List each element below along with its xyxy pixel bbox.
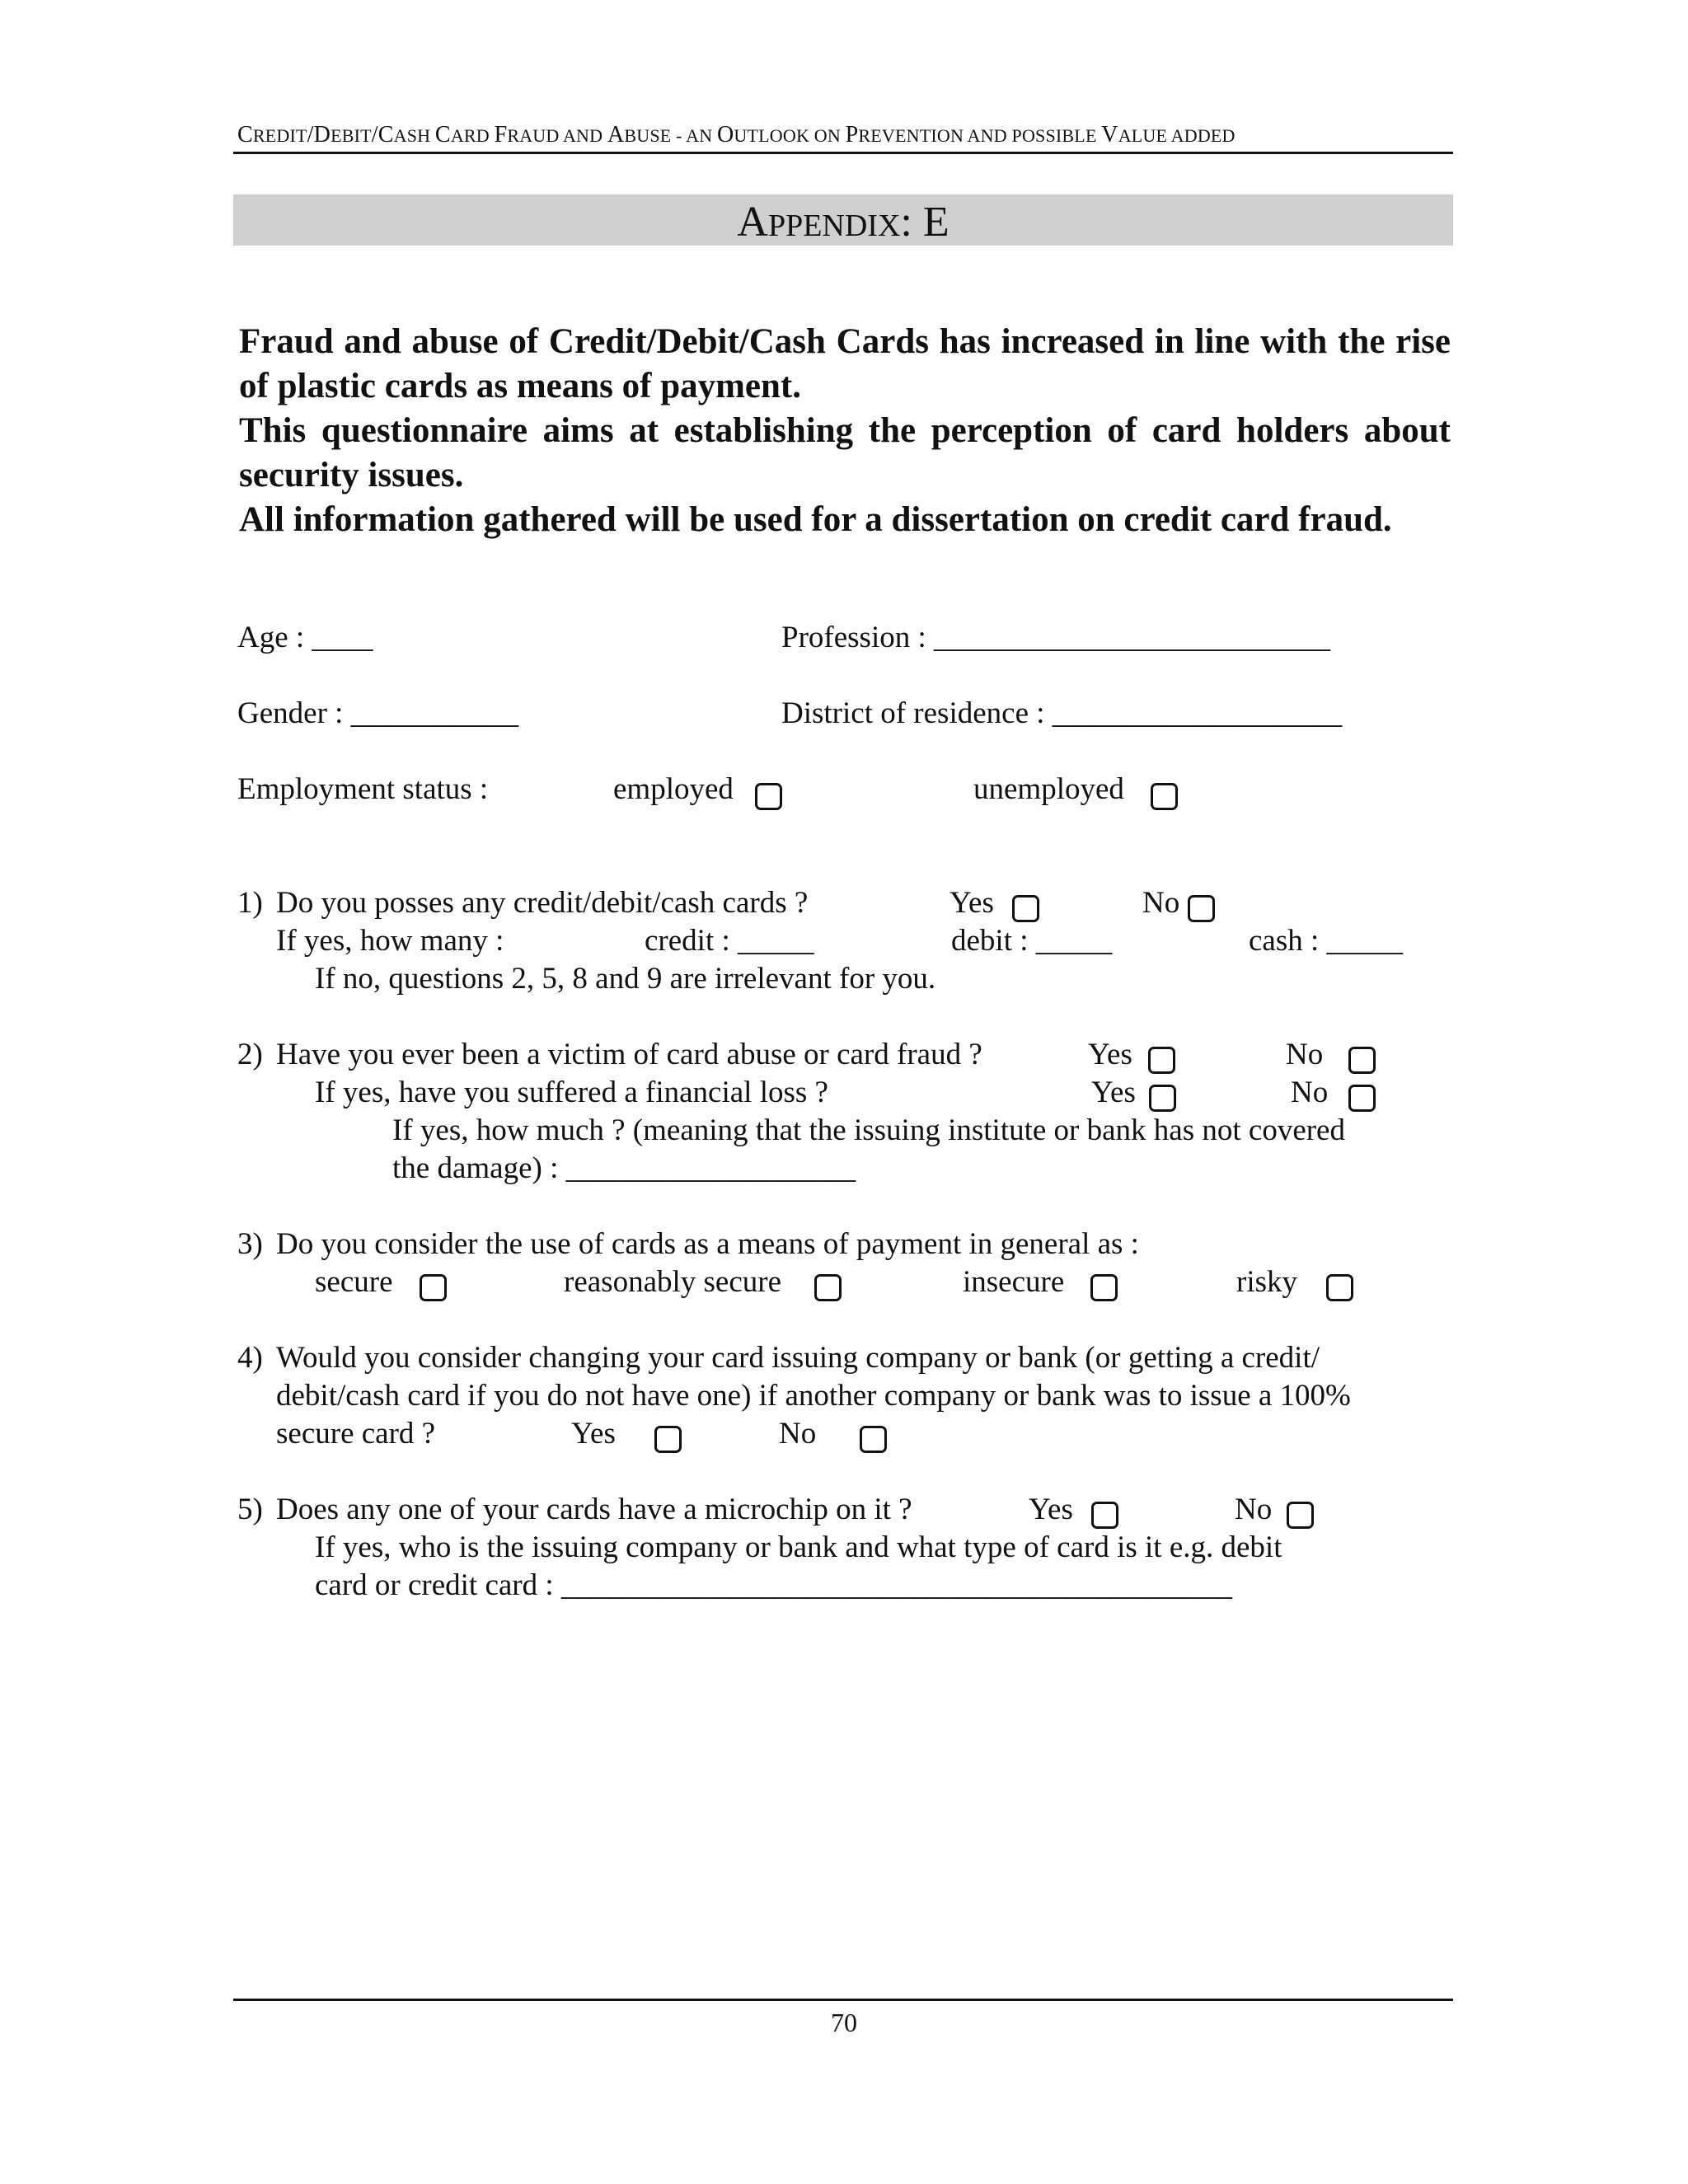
q5-text: Does any one of your cards have a microchip on it ?: [276, 1493, 912, 1526]
q5-sub-line1: If yes, who is the issuing company or bank and what type of card is it e.g. debit: [315, 1530, 1282, 1564]
q3-secure-checkbox[interactable]: [420, 1274, 447, 1301]
running-header-run: /C: [371, 122, 394, 148]
q1-text: Do you posses any credit/debit/cash cards ?: [276, 886, 809, 920]
q4-text-line3: secure card ?: [276, 1417, 436, 1451]
q3-insecure-checkbox[interactable]: [1090, 1274, 1118, 1301]
q1-number: 1): [237, 886, 263, 920]
q3-reasonably-secure-checkbox[interactable]: [814, 1274, 842, 1301]
q4-text-line2: debit/cash card if you do not have one) if another company or bank was to issue a 100%: [276, 1379, 1351, 1413]
intro-text: [239, 320, 1451, 542]
q4-text-line1: Would you consider changing your card issuing company or bank (or getting a credit/: [276, 1341, 1320, 1375]
employed-label: employed: [613, 772, 734, 806]
running-header-run: P: [845, 122, 859, 148]
q4-no-checkbox[interactable]: [860, 1426, 887, 1453]
q2-yes-label: Yes: [1088, 1038, 1132, 1071]
age-field[interactable]: Age : ____: [237, 621, 373, 654]
running-header-run: C: [434, 122, 451, 148]
running-header-run: F: [494, 122, 508, 148]
running-header-run: /D: [307, 122, 331, 148]
q2-yes-checkbox[interactable]: [1148, 1047, 1175, 1074]
q4-yes-label: Yes: [571, 1417, 616, 1451]
q5-yes-label: Yes: [1029, 1493, 1073, 1526]
employment-status-label: Employment status :: [237, 772, 489, 806]
q2-loss-no-checkbox[interactable]: [1348, 1085, 1376, 1112]
q2-no-label: No: [1286, 1038, 1324, 1071]
q1-no-checkbox[interactable]: [1188, 895, 1215, 922]
intro-paragraph: Fraud and abuse of Credit/Debit/Cash Cards has increased in line with the rise of plastic cards as means of payment.: [239, 322, 1451, 405]
q3-text: Do you consider the use of cards as a means of payment in general as :: [276, 1227, 1139, 1261]
q1-yes-label: Yes: [950, 886, 994, 920]
q1-credit-field[interactable]: credit : _____: [645, 924, 814, 958]
footer-rule: [233, 1999, 1453, 2001]
q5-number: 5): [237, 1493, 263, 1526]
running-header-run: ALUE ADDED: [1118, 125, 1236, 146]
appendix-title: APPENDIX: E: [737, 199, 950, 246]
district-field[interactable]: District of residence : ___________________: [781, 696, 1343, 730]
q1-no-label: No: [1142, 886, 1180, 920]
header-rule: [233, 152, 1453, 154]
employed-checkbox[interactable]: [755, 783, 782, 810]
q2-loss-yes-label: Yes: [1091, 1076, 1136, 1109]
q2-no-checkbox[interactable]: [1348, 1047, 1376, 1074]
running-header-run: A: [607, 122, 625, 148]
q2-financial-loss: If yes, have you suffered a financial loss ?: [315, 1076, 828, 1109]
page-number: 70: [831, 2008, 857, 2037]
q4-no-label: No: [779, 1417, 817, 1451]
q5-no-label: No: [1235, 1493, 1273, 1526]
running-header-run: RAUD AND: [507, 125, 607, 146]
q3-risky-checkbox[interactable]: [1326, 1274, 1353, 1301]
unemployed-checkbox[interactable]: [1151, 783, 1178, 810]
q2-how-much: If yes, how much ? (meaning that the issuing institute or bank has not covered: [392, 1113, 1345, 1147]
running-header-run: REDIT: [252, 125, 307, 146]
running-header-run: O: [716, 122, 734, 148]
q3-insecure-label: insecure: [963, 1265, 1065, 1299]
gender-field[interactable]: Gender : ___________: [237, 696, 519, 730]
q1-how-many: If yes, how many :: [276, 924, 504, 958]
q1-cash-field[interactable]: cash : _____: [1249, 924, 1404, 958]
q3-risky-label: risky: [1236, 1265, 1297, 1299]
running-header-run: ARD: [450, 125, 495, 146]
q1-debit-field[interactable]: debit : _____: [951, 924, 1113, 958]
running-header: [237, 122, 1236, 148]
running-header-run: UTLOOK ON: [734, 125, 846, 146]
running-header-run: EBIT: [331, 125, 372, 146]
q4-yes-checkbox[interactable]: [654, 1426, 682, 1453]
running-header-run: ASH: [393, 125, 435, 146]
running-header-run: V: [1101, 122, 1118, 148]
intro-paragraph: All information gathered will be used for a dissertation on credit card fraud.: [239, 500, 1392, 539]
running-header-run: C: [237, 122, 253, 148]
q2-damage-field[interactable]: the damage) : ___________________: [392, 1151, 856, 1185]
q5-no-checkbox[interactable]: [1287, 1502, 1314, 1529]
q3-number: 3): [237, 1227, 263, 1261]
q5-card-field[interactable]: card or credit card : ____________________________________________: [315, 1568, 1232, 1602]
appendix-banner: [233, 194, 1453, 246]
q3-secure-label: secure: [315, 1265, 393, 1299]
q4-number: 4): [237, 1341, 263, 1375]
running-header-run: REVENTION AND POSSIBLE: [858, 125, 1102, 146]
q2-number: 2): [237, 1038, 263, 1071]
q5-yes-checkbox[interactable]: [1091, 1502, 1118, 1529]
unemployed-label: unemployed: [973, 772, 1124, 806]
q2-loss-no-label: No: [1291, 1076, 1329, 1109]
q2-loss-yes-checkbox[interactable]: [1149, 1085, 1176, 1112]
running-header-run: BUSE - AN: [624, 125, 717, 146]
q1-note: If no, questions 2, 5, 8 and 9 are irrelevant for you.: [315, 962, 936, 996]
q2-text: Have you ever been a victim of card abuse or card fraud ?: [276, 1038, 982, 1071]
q1-yes-checkbox[interactable]: [1012, 895, 1039, 922]
intro-paragraph: This questionnaire aims at establishing the perception of card holders about security issues.: [239, 411, 1451, 494]
profession-field[interactable]: Profession : __________________________: [781, 621, 1330, 654]
q3-reasonably-secure-label: reasonably secure: [564, 1265, 782, 1299]
